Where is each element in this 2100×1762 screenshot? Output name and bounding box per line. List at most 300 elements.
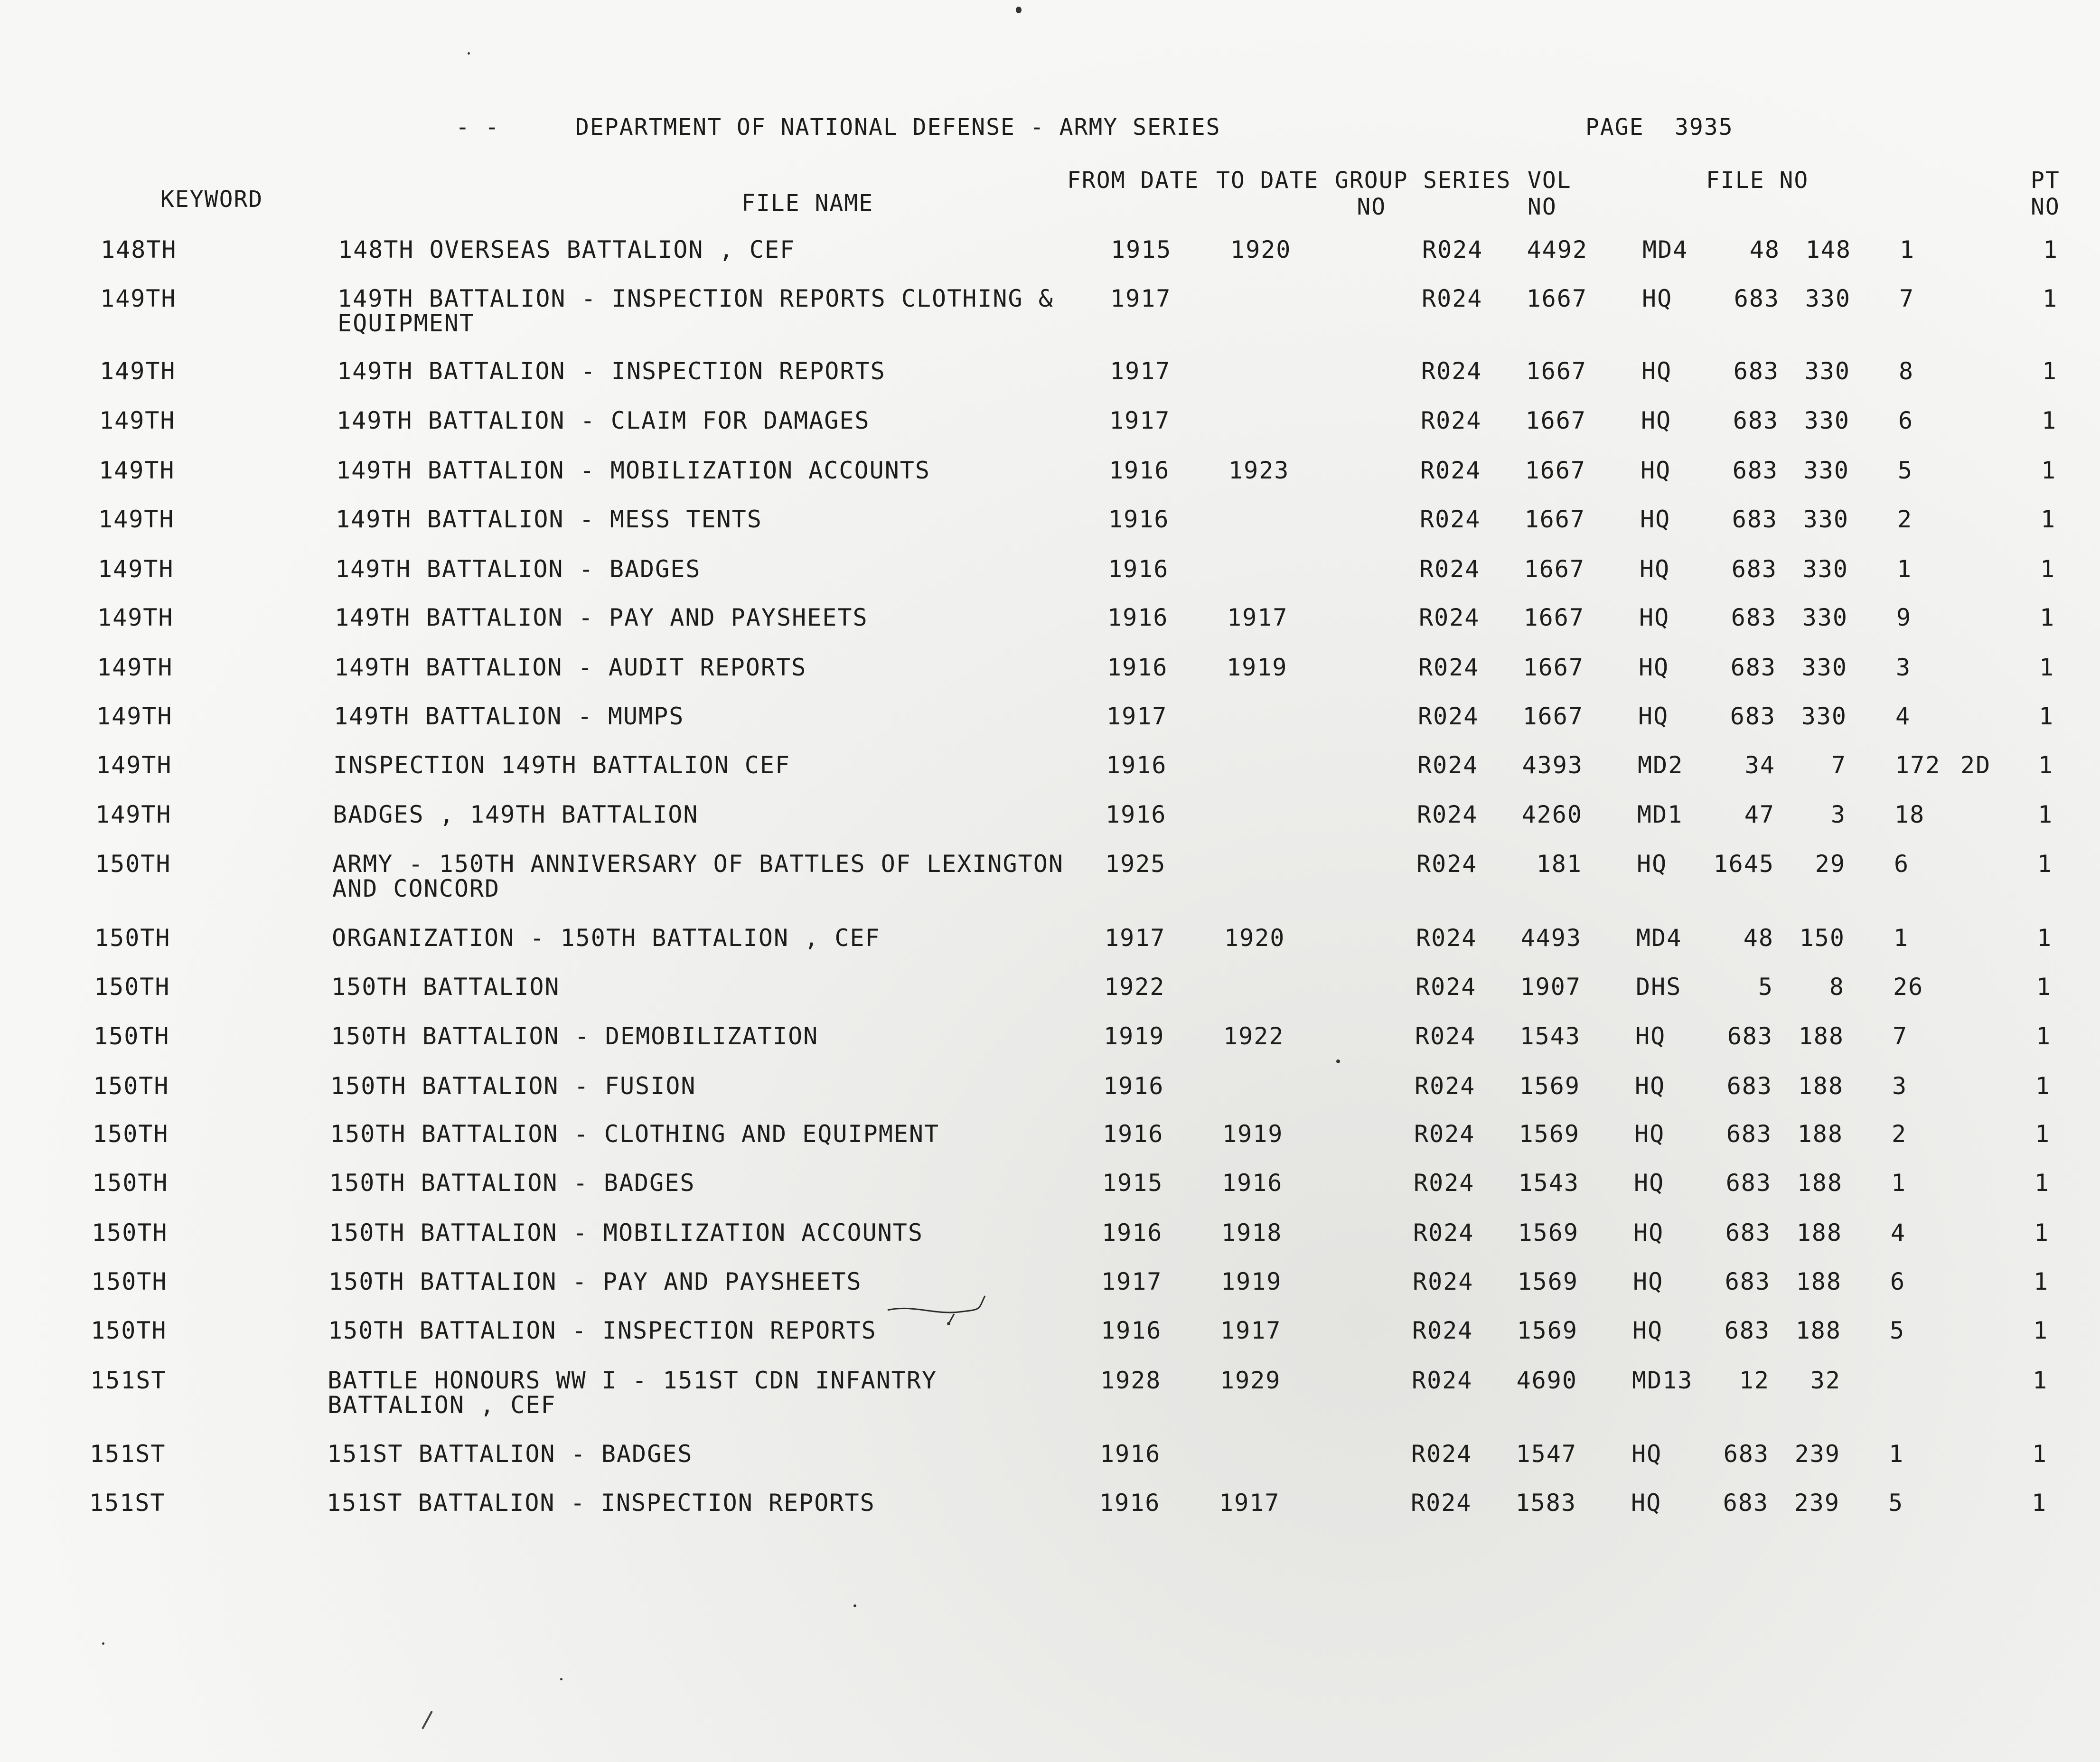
file-no-part4-cell: 5: [1888, 1489, 1904, 1517]
file-no-part4-cell: 6: [1890, 1268, 1906, 1295]
vol-no-cell: 1543: [1519, 1022, 1581, 1050]
file-no-part2-cell: 683: [1726, 1120, 1772, 1148]
file-name-cell: 150TH BATTALION - CLOTHING AND EQUIPMENT: [330, 1120, 940, 1148]
file-no-part1-cell: HQ: [1632, 1317, 1663, 1344]
file-no-part1-cell: DHS: [1636, 973, 1682, 1001]
from-date-cell: 1916: [1108, 506, 1170, 533]
file-no-part1-cell: HQ: [1634, 1169, 1665, 1197]
vol-no-cell: 1569: [1519, 1072, 1580, 1100]
keyword-cell: 150TH: [93, 1120, 169, 1148]
from-date-cell: 1917: [1101, 1268, 1162, 1295]
file-name-cell: 150TH BATTALION - FUSION: [330, 1072, 696, 1100]
to-date-cell: 1929: [1220, 1367, 1281, 1394]
pt-no-cell: 1: [2035, 1072, 2051, 1100]
vol-no-cell: 4493: [1520, 924, 1582, 952]
file-name-cell: 150TH BATTALION: [331, 973, 560, 1001]
vol-no-cell: 1569: [1518, 1219, 1579, 1247]
series-cell: R024: [1421, 357, 1482, 385]
table-row: [0, 975, 2100, 1022]
series-cell: R024: [1417, 801, 1478, 828]
series-cell: R024: [1416, 850, 1478, 878]
file-no-part2-cell: 48: [1749, 236, 1780, 263]
file-no-part1-cell: MD4: [1642, 236, 1688, 263]
file-no-part3-cell: 188: [1797, 1120, 1843, 1148]
file-name-cell: ORGANIZATION - 150TH BATTALION , CEF: [332, 924, 881, 952]
keyword-cell: 148TH: [101, 236, 177, 263]
file-no-part1-cell: HQ: [1635, 1072, 1666, 1100]
file-no-part1-cell: HQ: [1641, 457, 1671, 484]
to-date-cell: 1919: [1221, 1268, 1282, 1295]
series-cell: R024: [1416, 973, 1477, 1001]
pt-no-cell: 1: [2039, 703, 2054, 730]
series-cell: R024: [1415, 1022, 1476, 1050]
file-no-part3-cell: 330: [1803, 506, 1849, 533]
keyword-cell: 149TH: [95, 801, 172, 828]
pt-no-cell: 1: [2042, 357, 2058, 385]
to-date-cell: 1919: [1227, 654, 1288, 681]
file-no-part2-cell: 683: [1733, 357, 1779, 385]
vol-no-cell: 1667: [1525, 457, 1586, 484]
to-date-cell: 1918: [1221, 1219, 1283, 1247]
vol-no-cell: 4492: [1527, 236, 1588, 263]
file-no-part1-cell: MD2: [1638, 751, 1684, 779]
file-no-part3-cell: 330: [1801, 703, 1847, 730]
file-no-part4-cell: 1: [1894, 924, 1909, 952]
vol-no-cell: 1667: [1525, 407, 1586, 434]
file-no-part2-cell: 683: [1730, 654, 1776, 681]
file-no-part1-cell: HQ: [1631, 1440, 1662, 1468]
file-no-part1-cell: HQ: [1642, 285, 1673, 312]
vol-no-cell: 1667: [1523, 604, 1584, 631]
from-date-cell: 1922: [1104, 973, 1165, 1001]
col-file-no: FILE NO: [1706, 167, 1809, 194]
col-vol-no: VOL NO: [1528, 167, 1572, 220]
file-name-cell: 149TH BATTALION - PAY AND PAYSHEETS: [335, 604, 868, 631]
keyword-cell: 150TH: [92, 1169, 169, 1197]
table-row: [0, 850, 2100, 902]
series-cell: R024: [1413, 1268, 1474, 1295]
table-row: [0, 237, 2100, 285]
file-name-cell: 151ST BATTALION - BADGES: [327, 1440, 693, 1468]
file-no-part3-cell: 330: [1804, 357, 1850, 385]
file-no-part3-cell: 32: [1810, 1367, 1841, 1394]
file-no-part1-cell: HQ: [1633, 1219, 1664, 1247]
vol-no-cell: 4393: [1522, 751, 1583, 779]
file-no-part3-cell: 330: [1802, 555, 1848, 583]
table-row: [0, 1490, 2100, 1538]
file-name-cell: 149TH BATTALION - AUDIT REPORTS: [334, 654, 807, 681]
file-name-cell: 149TH BATTALION - MESS TENTS: [336, 506, 762, 533]
pt-no-cell: 1: [2041, 506, 2056, 533]
from-date-cell: 1916: [1103, 1120, 1164, 1148]
table-row: [0, 1220, 2100, 1268]
from-date-cell: 1916: [1106, 801, 1167, 828]
series-cell: R024: [1420, 457, 1481, 484]
file-no-part2-cell: 34: [1744, 751, 1775, 779]
header-dash-mark: - -: [456, 114, 500, 141]
keyword-cell: 151ST: [90, 1367, 167, 1394]
file-no-part2-cell: 683: [1725, 1169, 1772, 1197]
from-date-cell: 1925: [1105, 850, 1166, 878]
file-no-part3-cell: 188: [1797, 1169, 1843, 1197]
document-title: DEPARTMENT OF NATIONAL DEFENSE - ARMY SERIES: [575, 114, 1221, 141]
file-no-part1-cell: MD4: [1636, 924, 1682, 952]
col-series: SERIES: [1423, 167, 1511, 194]
file-no-part3-cell: 3: [1830, 801, 1846, 828]
table-row: [0, 458, 2100, 506]
file-no-part4-cell: 2: [1897, 506, 1913, 533]
vol-no-cell: 1667: [1526, 285, 1587, 312]
table-row: [0, 1074, 2100, 1121]
keyword-cell: 149TH: [98, 506, 175, 533]
file-no-part4-cell: 1: [1891, 1169, 1907, 1197]
file-no-part2-cell: 47: [1744, 801, 1775, 828]
to-date-cell: 1917: [1219, 1489, 1280, 1517]
file-no-part4-cell: 5: [1898, 457, 1913, 484]
keyword-cell: 149TH: [100, 285, 177, 312]
from-date-cell: 1917: [1110, 285, 1172, 312]
table-row: [0, 605, 2100, 653]
file-no-part3-cell: 188: [1795, 1317, 1841, 1344]
to-date-cell: 1917: [1227, 604, 1288, 631]
pt-no-cell: 1: [2040, 555, 2056, 583]
pt-no-cell: 1: [2036, 1022, 2052, 1050]
file-no-part1-cell: HQ: [1640, 506, 1671, 533]
file-no-part1-cell: MD1: [1637, 801, 1683, 828]
file-no-part3-cell: 188: [1798, 1022, 1844, 1050]
file-no-part3-cell: 188: [1796, 1219, 1842, 1247]
series-cell: R024: [1416, 924, 1477, 952]
vol-no-cell: 1667: [1522, 703, 1584, 730]
vol-no-cell: 181: [1536, 850, 1582, 878]
file-no-part3-cell: 239: [1794, 1489, 1840, 1517]
ink-speck: [102, 1642, 104, 1645]
from-date-cell: 1917: [1105, 924, 1166, 952]
col-from-date: FROM DATE: [1067, 167, 1200, 194]
pen-stroke-mark: [418, 1709, 437, 1733]
table-row: [0, 753, 2100, 800]
file-no-part3-cell: 330: [1804, 407, 1850, 434]
from-date-cell: 1916: [1106, 751, 1167, 779]
file-no-part2-cell: 683: [1732, 457, 1778, 484]
pt-no-cell: 1: [2037, 924, 2053, 952]
col-keyword: KEYWORD: [160, 186, 263, 213]
file-no-part3-cell: 188: [1796, 1268, 1842, 1295]
pt-no-cell: 1: [2039, 654, 2055, 681]
file-no-part4-cell: 7: [1893, 1022, 1908, 1050]
series-cell: R024: [1412, 1367, 1473, 1394]
table-row: [0, 926, 2100, 973]
file-no-part3-cell: 330: [1805, 285, 1851, 312]
file-no-part2-cell: 683: [1734, 285, 1780, 312]
from-date-cell: 1917: [1110, 357, 1171, 385]
file-no-part1-cell: HQ: [1641, 407, 1672, 434]
keyword-cell: 149TH: [99, 407, 176, 434]
file-no-part3-cell: 150: [1799, 924, 1845, 952]
from-date-cell: 1916: [1109, 457, 1170, 484]
series-cell: R024: [1411, 1440, 1472, 1468]
vol-no-cell: 1667: [1526, 357, 1587, 385]
file-no-part2-cell: 683: [1724, 1317, 1770, 1344]
pt-no-cell: 1: [2032, 1489, 2047, 1517]
pt-no-cell: 1: [2033, 1317, 2049, 1344]
table-row: [0, 1024, 2100, 1071]
series-cell: R024: [1412, 1317, 1473, 1344]
file-no-part5-cell: 2D: [1960, 751, 1991, 779]
table-row: [0, 1122, 2100, 1169]
table-row: [0, 704, 2100, 751]
file-no-part1-cell: HQ: [1634, 1120, 1665, 1148]
file-name-cell: 151ST BATTALION - INSPECTION REPORTS: [327, 1489, 875, 1517]
file-no-part2-cell: 683: [1726, 1072, 1772, 1100]
file-name-cell: 149TH BATTALION - INSPECTION REPORTS: [337, 357, 886, 385]
to-date-cell: 1920: [1224, 924, 1285, 952]
from-date-cell: 1916: [1100, 1440, 1161, 1468]
from-date-cell: 1916: [1107, 654, 1168, 681]
to-date-cell: 1919: [1222, 1120, 1284, 1148]
file-no-part4-cell: 9: [1896, 604, 1912, 631]
file-no-part2-cell: 683: [1733, 407, 1779, 434]
file-no-part2-cell: 683: [1732, 506, 1778, 533]
from-date-cell: 1915: [1111, 236, 1172, 263]
from-date-cell: 1916: [1103, 1072, 1164, 1100]
file-no-part4-cell: 1: [1889, 1440, 1904, 1468]
table-row: [0, 1318, 2100, 1366]
file-no-part3-cell: 7: [1831, 751, 1847, 779]
keyword-cell: 149TH: [99, 457, 175, 484]
file-name-cell: 150TH BATTALION - BADGES: [329, 1169, 695, 1197]
table-row: [0, 1171, 2100, 1218]
col-to-date: TO DATE: [1216, 167, 1319, 194]
file-no-part2-cell: 683: [1723, 1440, 1769, 1468]
to-date-cell: 1922: [1223, 1022, 1284, 1050]
file-name-cell: 149TH BATTALION - INSPECTION REPORTS CLOTHING & EQUIPMENT: [338, 285, 1054, 337]
keyword-cell: 149TH: [96, 751, 172, 779]
file-no-part4-cell: 172: [1895, 751, 1941, 779]
keyword-cell: 150TH: [91, 1268, 168, 1295]
series-cell: R024: [1413, 1219, 1474, 1247]
file-name-cell: ARMY - 150TH ANNIVERSARY OF BATTLES OF LEXINGTON AND CONCORD: [332, 850, 1064, 902]
ink-speck: [1016, 7, 1022, 13]
pt-no-cell: 1: [2042, 407, 2057, 434]
file-name-cell: BATTLE HONOURS WW I - 151ST CDN INFANTRY BATTALION , CEF: [328, 1367, 938, 1419]
table-row: [0, 359, 2100, 406]
vol-no-cell: 4260: [1521, 801, 1583, 828]
keyword-cell: 150TH: [93, 1072, 169, 1100]
from-date-cell: 1916: [1099, 1489, 1161, 1517]
col-file-name: FILE NAME: [741, 190, 874, 216]
file-no-part3-cell: 330: [1802, 604, 1848, 631]
file-no-part1-cell: HQ: [1639, 654, 1669, 681]
keyword-cell: 149TH: [96, 703, 173, 730]
file-no-part4-cell: 18: [1894, 801, 1925, 828]
keyword-cell: 151ST: [90, 1440, 166, 1468]
col-pt-no: PT NO: [2031, 167, 2060, 220]
vol-no-cell: 1907: [1520, 973, 1581, 1001]
file-no-part4-cell: 6: [1894, 850, 1910, 878]
series-cell: R024: [1422, 236, 1483, 263]
series-cell: R024: [1411, 1489, 1472, 1517]
file-no-part1-cell: HQ: [1633, 1268, 1664, 1295]
keyword-cell: 149TH: [100, 357, 176, 385]
page-label: PAGE: [1585, 114, 1644, 141]
to-date-cell: 1916: [1222, 1169, 1283, 1197]
file-no-part4-cell: 4: [1891, 1219, 1906, 1247]
file-no-part3-cell: 188: [1798, 1072, 1844, 1100]
file-no-part2-cell: 683: [1723, 1489, 1769, 1517]
pt-no-cell: 1: [2034, 1219, 2050, 1247]
series-cell: R024: [1420, 506, 1481, 533]
pt-no-cell: 1: [2034, 1169, 2050, 1197]
vol-no-cell: 1667: [1523, 654, 1584, 681]
page-number: 3935: [1675, 114, 1734, 141]
to-date-cell: 1917: [1220, 1317, 1282, 1344]
from-date-cell: 1916: [1107, 604, 1169, 631]
pt-no-cell: 1: [2036, 973, 2052, 1001]
vol-no-cell: 1667: [1524, 506, 1585, 533]
pt-no-cell: 1: [2034, 1268, 2049, 1295]
file-no-part1-cell: HQ: [1631, 1489, 1662, 1517]
keyword-cell: 149TH: [97, 654, 173, 681]
file-name-cell: 149TH BATTALION - BADGES: [335, 555, 701, 583]
file-no-part2-cell: 683: [1727, 1022, 1773, 1050]
file-no-part2-cell: 12: [1739, 1367, 1770, 1394]
table-row: [0, 802, 2100, 850]
series-cell: R024: [1414, 1169, 1475, 1197]
file-no-part4-cell: 5: [1890, 1317, 1905, 1344]
file-name-cell: 150TH BATTALION - INSPECTION REPORTS: [328, 1317, 877, 1344]
pt-no-cell: 1: [2041, 457, 2057, 484]
from-date-cell: 1916: [1102, 1219, 1163, 1247]
file-no-part4-cell: 3: [1892, 1072, 1908, 1100]
keyword-cell: 150TH: [94, 973, 170, 1001]
pt-no-cell: 1: [2037, 850, 2053, 878]
table-row: [0, 507, 2100, 554]
keyword-cell: 149TH: [98, 555, 174, 583]
from-date-cell: 1915: [1102, 1169, 1163, 1197]
file-name-cell: 149TH BATTALION - MOBILIZATION ACCOUNTS: [336, 457, 930, 484]
file-no-part4-cell: 8: [1899, 357, 1914, 385]
ink-speck: [468, 52, 470, 55]
ink-speck: [560, 1678, 562, 1680]
file-no-part4-cell: 2: [1892, 1120, 1907, 1148]
file-no-part3-cell: 239: [1794, 1440, 1840, 1468]
file-no-part4-cell: 1: [1897, 555, 1912, 583]
file-no-part1-cell: MD13: [1632, 1367, 1693, 1394]
from-date-cell: 1916: [1108, 555, 1169, 583]
table-row: [0, 285, 2100, 337]
series-cell: R024: [1417, 751, 1479, 779]
from-date-cell: 1917: [1106, 703, 1168, 730]
vol-no-cell: 1547: [1516, 1440, 1577, 1468]
pt-no-cell: 1: [2043, 236, 2059, 263]
file-no-part1-cell: HQ: [1641, 357, 1672, 385]
file-no-part3-cell: 148: [1805, 236, 1851, 263]
from-date-cell: 1916: [1101, 1317, 1162, 1344]
file-name-cell: BADGES , 149TH BATTALION: [333, 801, 699, 828]
table-row: [0, 1442, 2100, 1489]
vol-no-cell: 1569: [1519, 1120, 1580, 1148]
file-no-part2-cell: 683: [1731, 604, 1777, 631]
series-cell: R024: [1415, 1072, 1476, 1100]
vol-no-cell: 1569: [1517, 1268, 1578, 1295]
vol-no-cell: 4690: [1516, 1367, 1577, 1394]
file-no-part3-cell: 29: [1815, 850, 1846, 878]
vol-no-cell: 1583: [1515, 1489, 1576, 1517]
file-no-part4-cell: 7: [1899, 285, 1915, 312]
vol-no-cell: 1569: [1517, 1317, 1578, 1344]
table-row: [0, 557, 2100, 604]
file-name-cell: INSPECTION 149TH BATTALION CEF: [333, 751, 791, 779]
file-no-part1-cell: HQ: [1640, 555, 1670, 583]
file-no-part4-cell: 4: [1895, 703, 1911, 730]
from-date-cell: 1928: [1100, 1367, 1162, 1394]
keyword-cell: 150TH: [95, 850, 171, 878]
pt-no-cell: 1: [2038, 801, 2053, 828]
vol-no-cell: 1667: [1524, 555, 1585, 583]
table-row: [0, 1367, 2100, 1419]
ink-speck: [853, 1604, 856, 1607]
pt-no-cell: 1: [2040, 604, 2055, 631]
file-no-part4-cell: 3: [1896, 654, 1912, 681]
file-no-part1-cell: HQ: [1637, 850, 1668, 878]
series-cell: R024: [1418, 703, 1479, 730]
file-name-cell: 149TH BATTALION - CLAIM FOR DAMAGES: [337, 407, 870, 434]
table-row: [0, 1269, 2100, 1317]
pt-no-cell: 1: [2038, 751, 2054, 779]
file-no-part1-cell: HQ: [1638, 703, 1669, 730]
file-name-cell: 148TH OVERSEAS BATTALION , CEF: [338, 236, 796, 263]
keyword-cell: 150TH: [94, 1022, 170, 1050]
file-no-part2-cell: 48: [1743, 924, 1774, 952]
file-name-cell: 150TH BATTALION - MOBILIZATION ACCOUNTS: [329, 1219, 923, 1247]
pt-no-cell: 1: [2043, 285, 2058, 312]
file-no-part2-cell: 683: [1730, 703, 1776, 730]
to-date-cell: 1920: [1230, 236, 1292, 263]
pt-no-cell: 1: [2033, 1367, 2048, 1394]
file-no-part4-cell: 6: [1898, 407, 1914, 434]
from-date-cell: 1917: [1109, 407, 1171, 434]
file-no-part3-cell: 8: [1829, 973, 1845, 1001]
to-date-cell: 1923: [1228, 457, 1290, 484]
pt-no-cell: 1: [2035, 1120, 2051, 1148]
file-no-part2-cell: 683: [1725, 1268, 1771, 1295]
table-row: [0, 655, 2100, 703]
series-cell: R024: [1422, 285, 1483, 312]
keyword-cell: 149TH: [97, 604, 174, 631]
file-no-part3-cell: 330: [1801, 654, 1847, 681]
series-cell: R024: [1414, 1120, 1475, 1148]
from-date-cell: 1919: [1104, 1022, 1165, 1050]
keyword-cell: 151ST: [89, 1489, 166, 1517]
file-no-part1-cell: HQ: [1639, 604, 1670, 631]
file-no-part1-cell: HQ: [1635, 1022, 1666, 1050]
col-group-no: GROUP NO: [1335, 167, 1408, 220]
file-no-part2-cell: 683: [1731, 555, 1777, 583]
keyword-cell: 150TH: [92, 1219, 168, 1247]
file-no-part4-cell: 1: [1900, 236, 1915, 263]
table-row: [0, 408, 2100, 456]
file-name-cell: 150TH BATTALION - DEMOBILIZATION: [331, 1022, 819, 1050]
file-no-part2-cell: 1645: [1713, 850, 1774, 878]
pt-no-cell: 1: [2032, 1440, 2048, 1468]
series-cell: R024: [1421, 407, 1482, 434]
file-no-part3-cell: 330: [1803, 457, 1849, 484]
file-no-part2-cell: 5: [1758, 973, 1773, 1001]
series-cell: R024: [1418, 654, 1480, 681]
keyword-cell: 150TH: [91, 1317, 167, 1344]
file-no-part4-cell: 26: [1893, 973, 1924, 1001]
